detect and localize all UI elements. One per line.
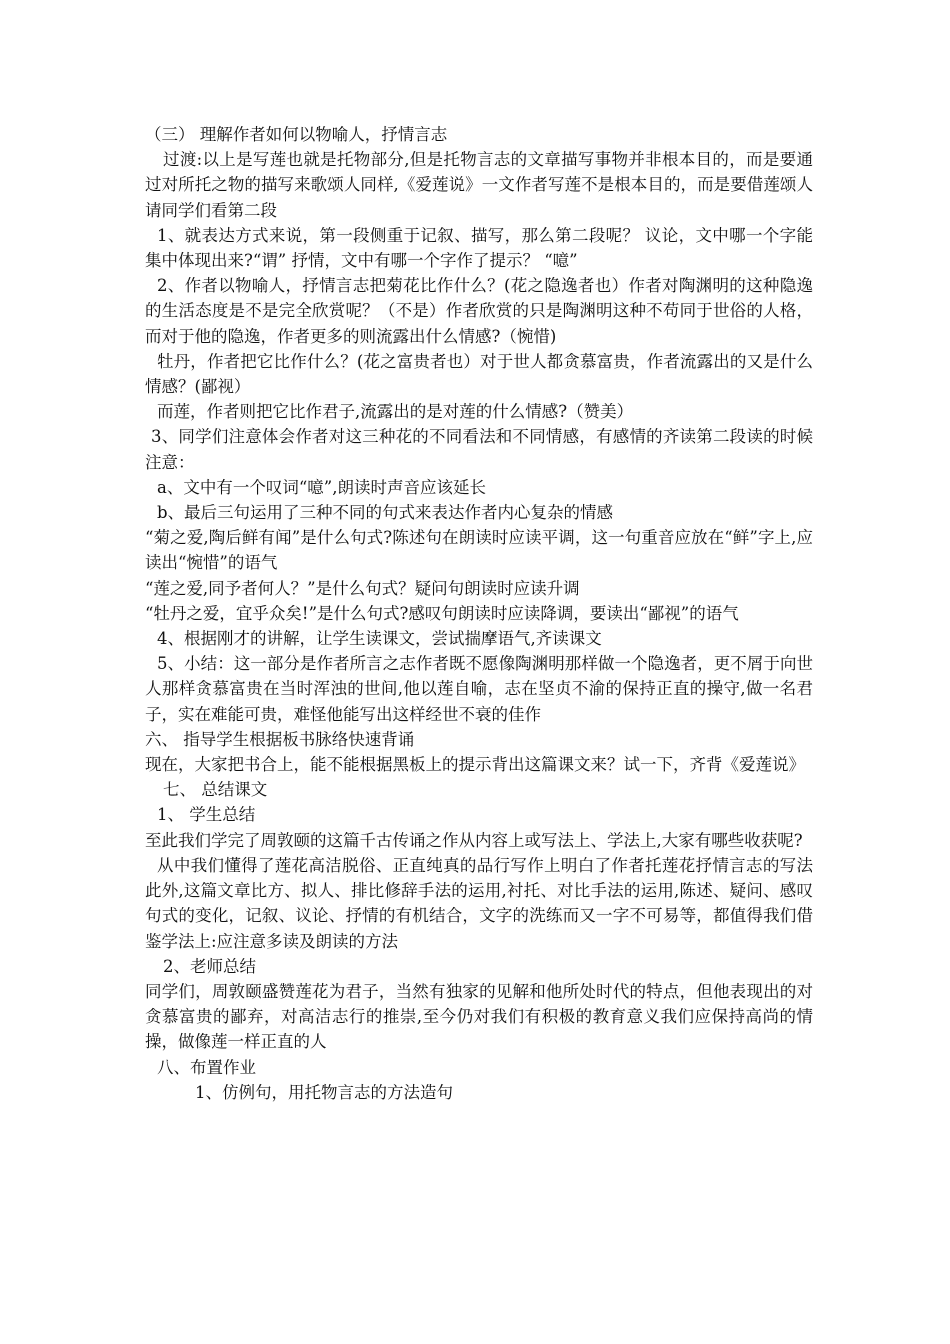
- section-heading: （三） 理解作者如何以物喻人，抒情言志: [145, 125, 448, 144]
- paragraph: “牡丹之爱，宜乎众矣!”是什么句式?感叹句朗读时应读降调，要读出“鄙视”的语气: [145, 603, 739, 623]
- paragraph: 1、仿例句，用托物言志的方法造句: [195, 1082, 453, 1102]
- paragraph: 从中我们懂得了莲花高洁脱俗、正直纯真的品行写作上明白了作者托莲花抒情言志的写法此外,这篇文章比方、拟人、排比修辞手法的运用,衬托、对比手法的运用,陈述、疑问、感叹句式的变化，记叙、议论、抒情的有机结合，文字的洗练而又一字不可易等，都值得我们借鉴学法上:应注意多读及朗读的方法: [145, 855, 813, 951]
- section-heading: 八、布置作业: [157, 1057, 256, 1077]
- document-body: [145, 122, 813, 1105]
- paragraph: “莲之爱,同予者何人？”是什么句式？疑问句朗读时应读升调: [145, 578, 580, 598]
- paragraph: 1、就表达方式来说，第一段侧重于记叙、描写，那么第二段呢？ 议论，文中哪一个字能集中体现出来?“谓” 抒情，文中有哪一个字作了提示？ “噫”: [145, 225, 813, 271]
- paragraph: 4、根据刚才的讲解，让学生读课文，尝试揣摩语气,齐读课文: [157, 629, 602, 649]
- paragraph: b、最后三句运用了三种不同的句式来表达作者内心复杂的情感: [157, 503, 614, 523]
- paragraph: 过渡:以上是写莲也就是托物部分,但是托物言志的文章描写事物并非根本目的，而是要通过对所托之物的描写来歌颂人同样,《爱莲说》一文作者写莲不是根本目的，而是要借莲颂人请同学们看第二段: [145, 150, 813, 220]
- subsection-heading: 1、 学生总结: [157, 805, 256, 825]
- paragraph: 2、作者以物喻人，抒情言志把菊花比作什么？(花之隐逸者也）作者对陶渊明的这种隐逸的生活态度是不是完全欣赏呢？（不是）作者欣赏的只是陶渊明这种不苟同于世俗的人格，而对于他的隐逸，作者更多的则流露出什么情感?（惋惜): [145, 276, 813, 346]
- paragraph: 牡丹，作者把它比作什么？(花之富贵者也）对于世人都贪慕富贵，作者流露出的又是什么情感？(鄙视）: [145, 351, 813, 397]
- subsection-heading: 2、老师总结: [163, 956, 256, 976]
- paragraph: 同学们，周敦颐盛赞莲花为君子，当然有独家的见解和他所处时代的特点，但他表现出的对贪慕富贵的鄙弃，对高洁志行的推崇,至今仍对我们有积极的教育意义我们应保持高尚的情操，做像莲一样正直的人: [145, 981, 813, 1052]
- paragraph: 3、同学们注意体会作者对这三种花的不同看法和不同情感，有感情的齐读第二段读的时候注意：: [145, 427, 813, 472]
- paragraph: 现在，大家把书合上，能不能根据黑板上的提示背出这篇课文来？试一下，齐背《爱莲说》: [145, 755, 805, 775]
- paragraph: 至此我们学完了周敦颐的这篇千古传诵之作从内容上或写法上、学法上,大家有哪些收获呢?: [145, 830, 803, 850]
- paragraph: a、文中有一个叹词“噫”,朗读时声音应该延长: [157, 477, 486, 497]
- paragraph: “菊之爱,陶后鲜有闻”是什么句式?陈述句在朗读时应读平调，这一句重音应放在“鲜”字上,应读出“惋惜”的语气: [145, 528, 813, 573]
- section-heading: 六、 指导学生根据板书脉络快速背诵: [145, 729, 415, 749]
- section-heading: 七、 总结课文: [163, 780, 268, 800]
- paragraph: 而莲，作者则把它比作君子,流露出的是对莲的什么情感?（赞美）: [157, 402, 634, 422]
- paragraph: 5、小结：这一部分是作者所言之志作者既不愿像陶渊明那样做一个隐逸者，更不屑于向世人那样贪慕富贵在当时浑浊的世间,他以莲自喻，志在坚贞不渝的保持正直的操守,做一名君子，实在难能可贵，难怪他能写出这样经世不衰的佳作: [145, 654, 813, 724]
